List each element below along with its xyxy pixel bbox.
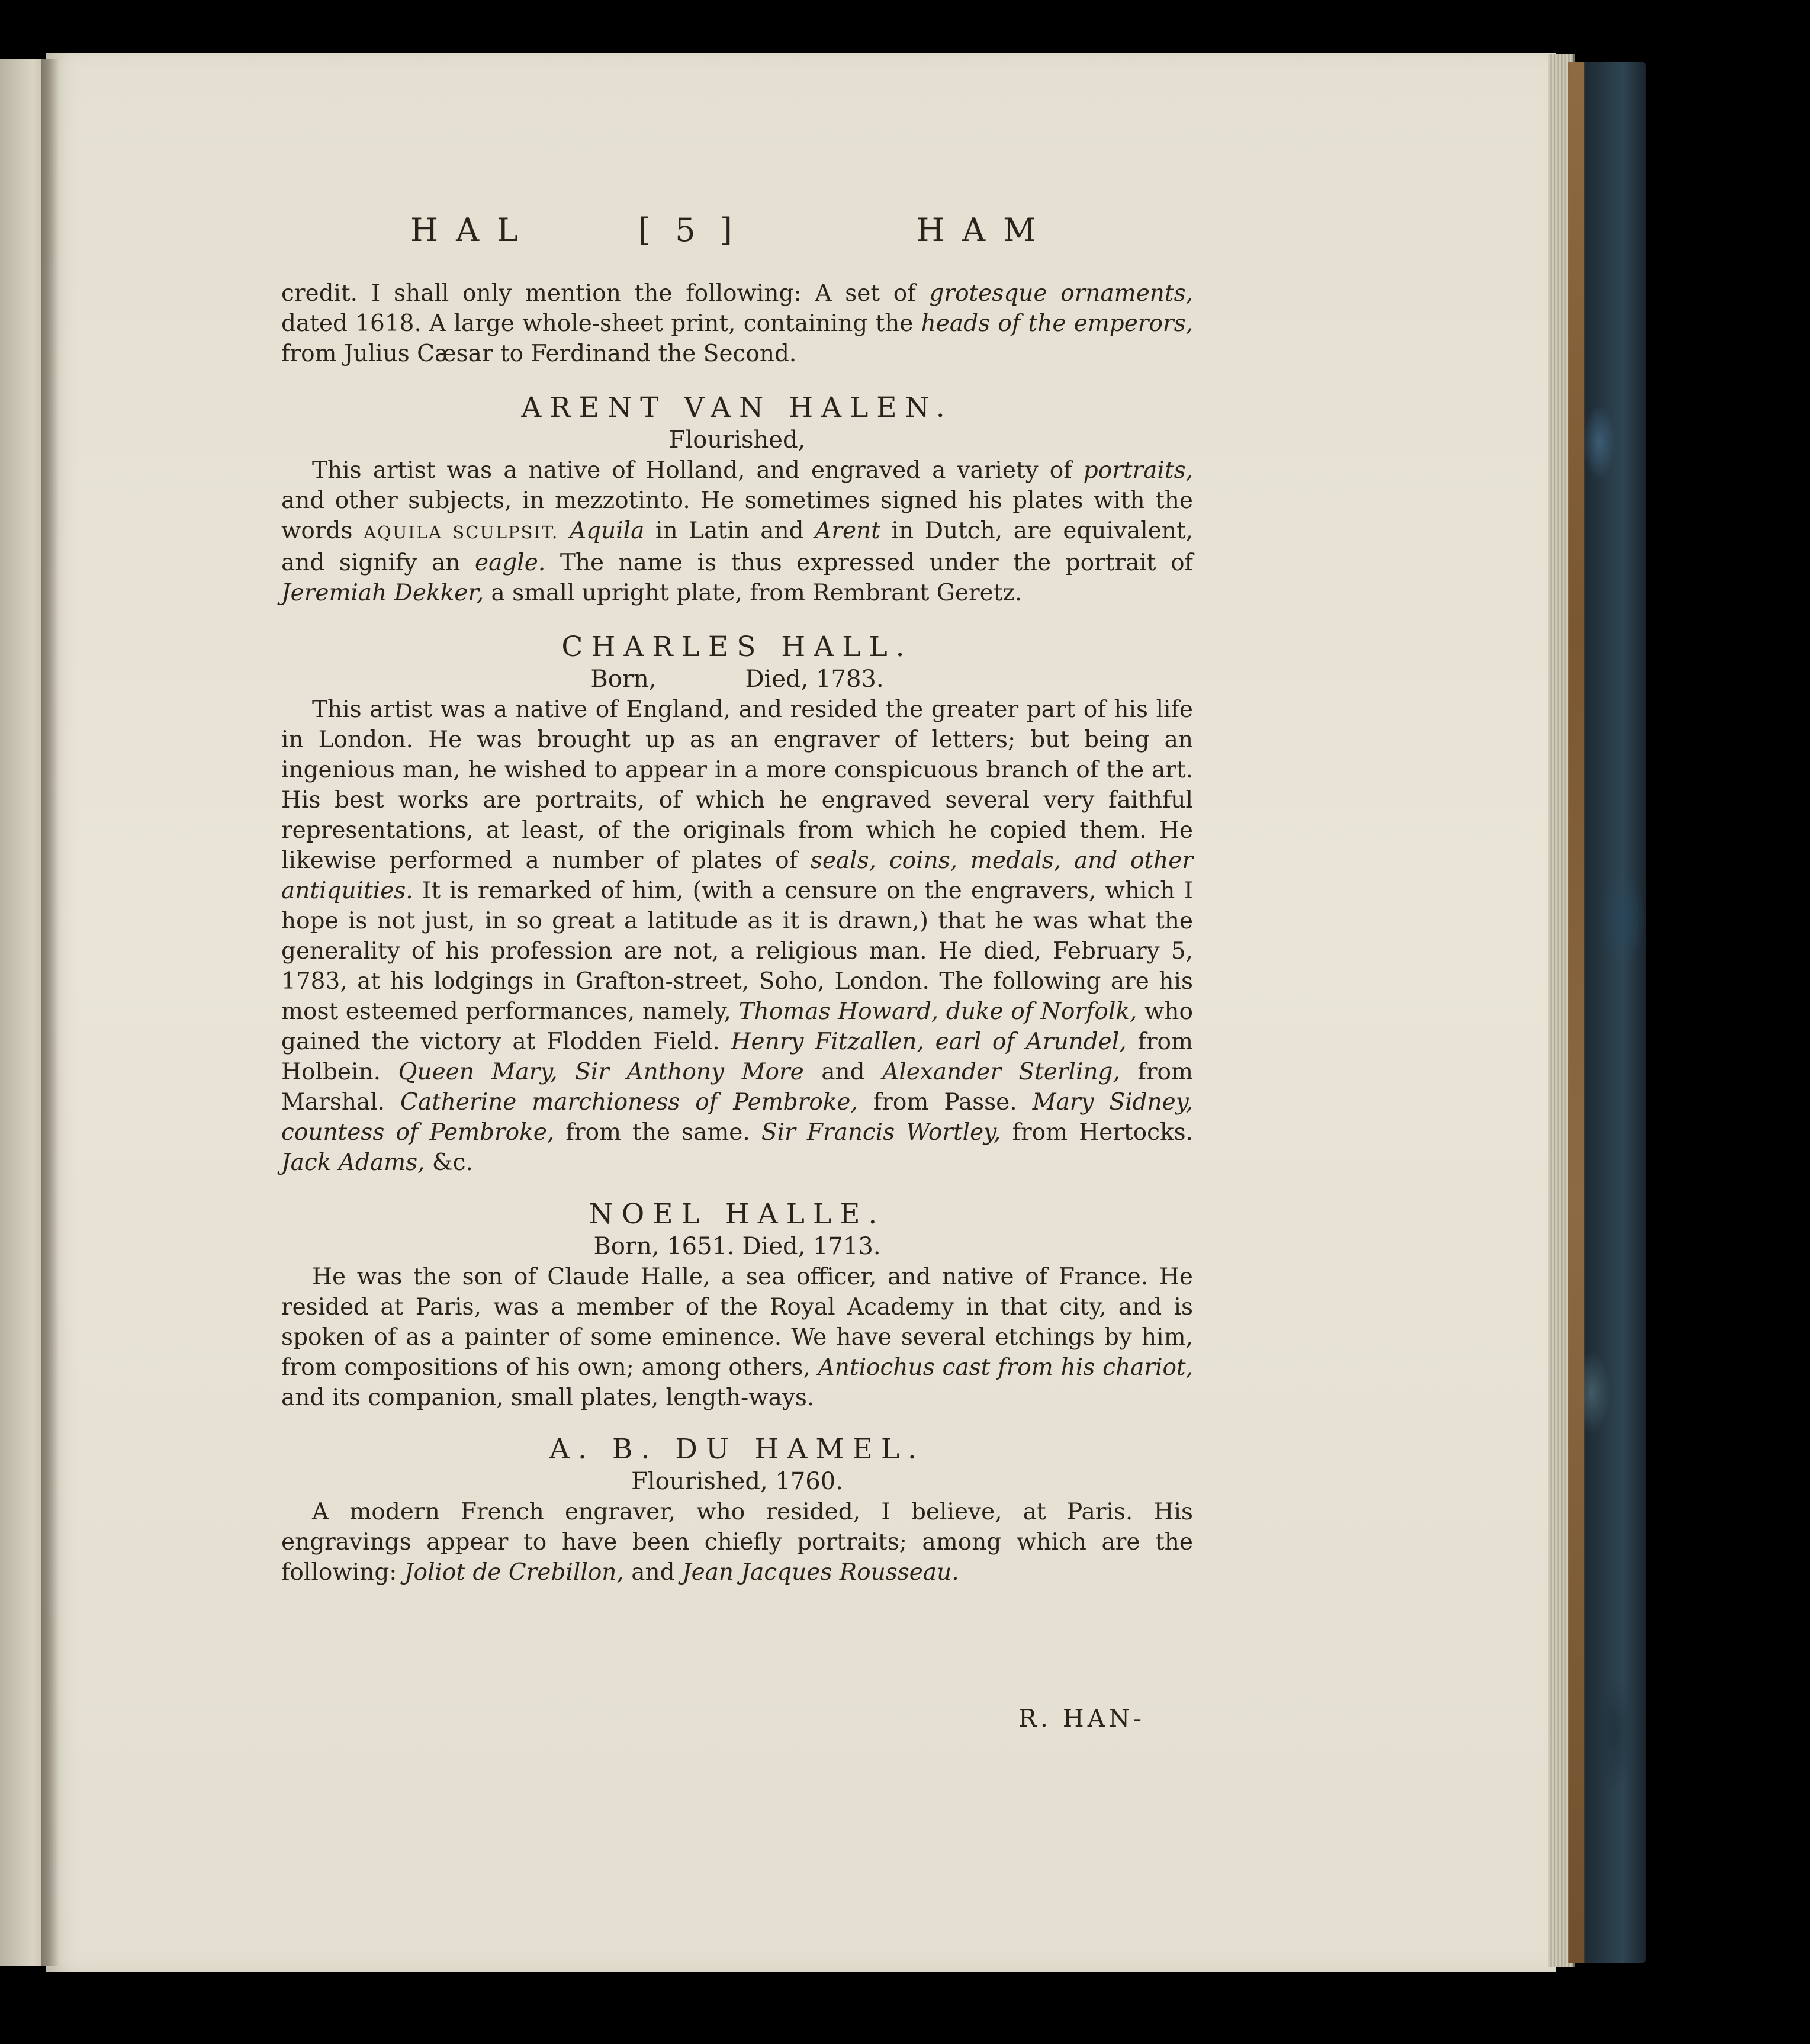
entry-text-halen: This artist was a native of Holland, and engraved a variety of portraits, and other subjects, in mezzotinto. He sometimes signed his plates with the words AQUILA SCULPSIT. Aquila in Latin and Arent in Dutch, are equivalent, and signify an eagle. The name is thus expressed under the portrait of Jeremiah Dekker, a small upright plate, from Rembrant Geretz. [281,457,1193,606]
entry-dates-hamel: Flourished, 1760. [631,1468,843,1495]
entry-title-hall: CHARLES HALL. [561,631,913,663]
entry-dates-halle: Born, 1651. Died, 1713. [593,1233,881,1260]
entry-text-hall: This artist was a native of England, and resided the greater part of his life in London. He was brought up as an engraver of letters; but being an ingenious man, he wished to appear in a more conspicuous branch of the art. His best works are portraits, of which he engraved several very faithful representations, at least, of the originals from which he copied them. He likewise performed a number of plates of seals, coins, medals, and other antiquities. It is remarked of him, (with a censure on the engravers, which I hope is not just, in so great a latitude as it is drawn,) that he was what the generality of his profession are not, a religious man. He died, February 5, 1783, at his lodgings in Grafton-street, Soho, London. The following are his most esteemed performances, namely, Thomas Howard, duke of Norfolk, who gained the victory at Flodden Field. Henry Fitzallen, earl of Arundel, from Holbein. Queen Mary, Sir Anthony More and Alexander Sterling, from Marshal. Catherine marchioness of Pembroke, from Passe. Mary Sidney, countess of Pembroke, from the same. Sir Francis Wortley, from Hertocks. Jack Adams, &c. [281,696,1194,1176]
entry-title-halen: ARENT VAN HALEN. [521,391,953,424]
catchword: R. HAN- [1018,1704,1146,1733]
page-number: [ 5 ] [638,211,740,249]
running-head-right: HAM [917,211,1054,249]
entry-title-halle: NOEL HALLE. [589,1198,886,1230]
entry-title-hamel: A. B. DU HAMEL. [549,1433,925,1465]
page-text [281,278,1193,1587]
entry-text-hamel: A modern French engraver, who resided, I believe, at Paris. His engravings appear to have been chiefly portraits; among which are the following: Joliot de Crebillon, and Jean Jacques Rousseau. [281,1499,1193,1586]
leather-spine-edge [1569,62,1584,1963]
previous-page-edge [0,59,46,1966]
running-head-left: HAL [410,211,536,249]
entry-dates-hall: Born, Died, 1783. [590,666,884,693]
book-gutter [41,59,59,1966]
entry-text-halle: He was the son of Claude Halle, a sea officer, and native of France. He resided at Paris, was a member of the Royal Academy in that city, and is spoken of as a painter of some eminence. We have several etchings by him, from compositions of his own; among others, Antiochus cast from his chariot, and its companion, small plates, length-ways. [281,1264,1193,1411]
entry-dates-halen: Flourished, [668,426,806,454]
intro-paragraph: credit. I shall only mention the following: A set of grotesque ornaments, dated 1618. A large whole-sheet print, containing the heads of the emperors, from Julius Cæsar to Ferdinand the Second. [281,280,1193,367]
